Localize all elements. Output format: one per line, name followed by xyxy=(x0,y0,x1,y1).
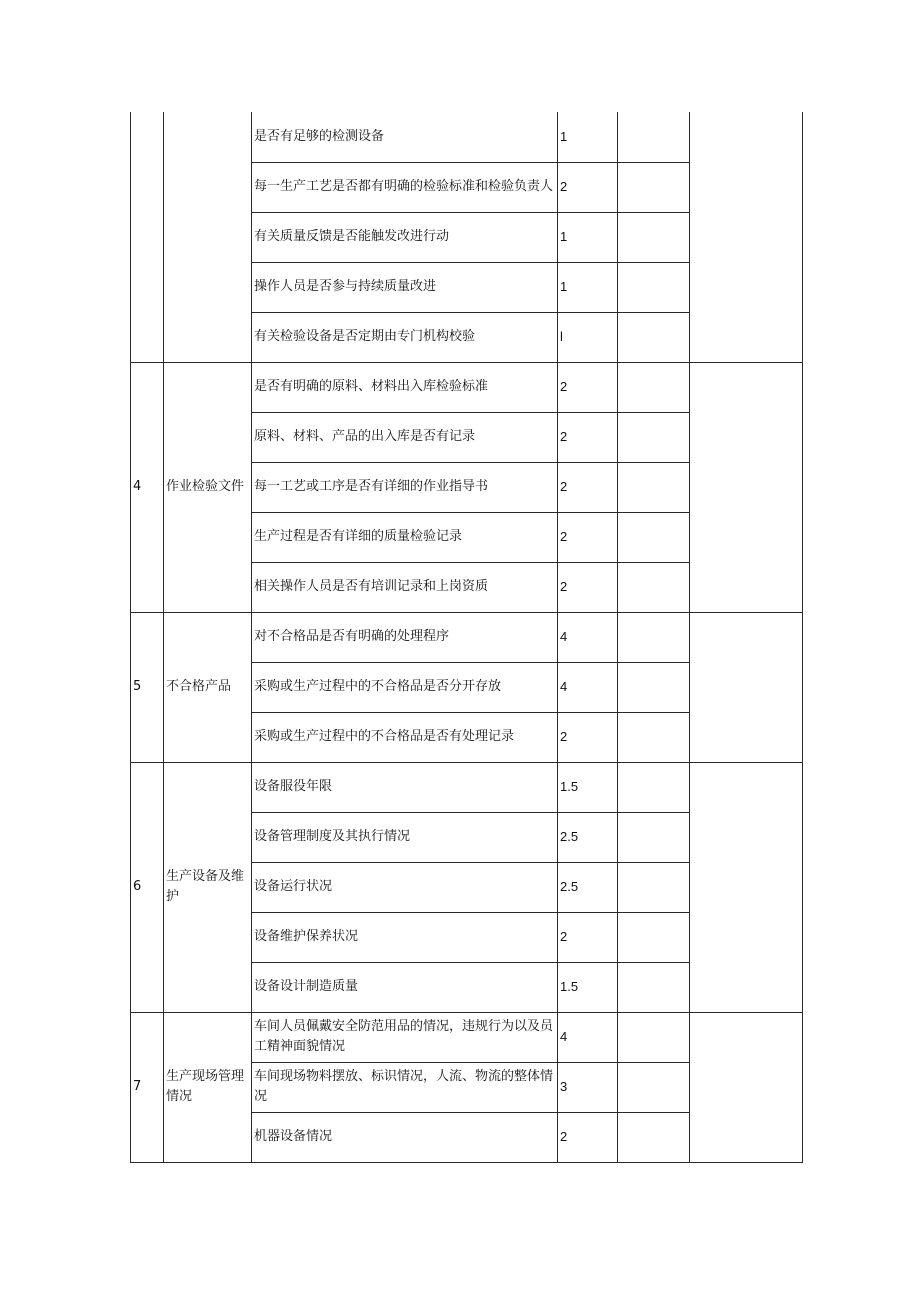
table-row xyxy=(131,612,803,662)
result-cell[interactable] xyxy=(618,262,690,312)
section-number xyxy=(131,112,164,362)
result-cell[interactable] xyxy=(618,912,690,962)
result-cell[interactable] xyxy=(618,212,690,262)
result-cell[interactable] xyxy=(618,612,690,662)
score-cell: 2 xyxy=(558,1112,618,1162)
result-cell[interactable] xyxy=(618,112,690,162)
score-cell: 2 xyxy=(558,362,618,412)
score-cell: l xyxy=(558,312,618,362)
section-number: 4 xyxy=(131,362,164,612)
table-row xyxy=(131,362,803,412)
remark-cell[interactable] xyxy=(690,362,803,612)
score-cell: 2 xyxy=(558,462,618,512)
remark-cell[interactable] xyxy=(690,1012,803,1162)
section-number: 5 xyxy=(131,612,164,762)
result-cell[interactable] xyxy=(618,712,690,762)
score-cell: 4 xyxy=(558,612,618,662)
section-category: 生产现场管理情况 xyxy=(164,1012,252,1162)
score-cell: 2.5 xyxy=(558,812,618,862)
check-item: 车间人员佩戴安全防范用品的情况，违规行为以及员工精神面貌情况 xyxy=(252,1012,558,1062)
score-cell: 1.5 xyxy=(558,762,618,812)
section-category: 作业检验文件 xyxy=(164,362,252,612)
table-row xyxy=(131,1012,803,1062)
check-item: 是否有明确的原料、材料出入库检验标准 xyxy=(252,362,558,412)
score-cell: 2.5 xyxy=(558,862,618,912)
score-cell: 4 xyxy=(558,662,618,712)
check-item: 相关操作人员是否有培训记录和上岗资质 xyxy=(252,562,558,612)
check-item: 设备运行状况 xyxy=(252,862,558,912)
result-cell[interactable] xyxy=(618,512,690,562)
check-item: 对不合格品是否有明确的处理程序 xyxy=(252,612,558,662)
section-number: 6 xyxy=(131,762,164,1012)
result-cell[interactable] xyxy=(618,1012,690,1062)
result-cell[interactable] xyxy=(618,812,690,862)
check-item: 设备维护保养状况 xyxy=(252,912,558,962)
score-cell: 2 xyxy=(558,412,618,462)
result-cell[interactable] xyxy=(618,1062,690,1112)
result-cell[interactable] xyxy=(618,562,690,612)
remark-cell[interactable] xyxy=(690,762,803,1012)
result-cell[interactable] xyxy=(618,462,690,512)
section-category: 生产设备及维护 xyxy=(164,762,252,1012)
check-item: 机器设备情况 xyxy=(252,1112,558,1162)
check-item: 设备管理制度及其执行情况 xyxy=(252,812,558,862)
result-cell[interactable] xyxy=(618,1112,690,1162)
section-category: 不合格产品 xyxy=(164,612,252,762)
result-cell[interactable] xyxy=(618,362,690,412)
score-cell: 2 xyxy=(558,912,618,962)
score-cell: 1 xyxy=(558,112,618,162)
check-item: 每一生产工艺是否都有明确的检验标准和检验负责人 xyxy=(252,162,558,212)
remark-cell[interactable] xyxy=(690,112,803,362)
check-item: 有关检验设备是否定期由专门机构校验 xyxy=(252,312,558,362)
check-item: 是否有足够的检测设备 xyxy=(252,112,558,162)
result-cell[interactable] xyxy=(618,662,690,712)
section-category xyxy=(164,112,252,362)
quality-audit-table xyxy=(130,112,803,1163)
check-item: 采购或生产过程中的不合格品是否有处理记录 xyxy=(252,712,558,762)
score-cell: 2 xyxy=(558,162,618,212)
table-row xyxy=(131,762,803,812)
check-item: 生产过程是否有详细的质量检验记录 xyxy=(252,512,558,562)
score-cell: 2 xyxy=(558,712,618,762)
result-cell[interactable] xyxy=(618,962,690,1012)
score-cell: 1 xyxy=(558,262,618,312)
score-cell: 2 xyxy=(558,512,618,562)
check-item: 设备设计制造质量 xyxy=(252,962,558,1012)
check-item: 操作人员是否参与持续质量改进 xyxy=(252,262,558,312)
check-item: 每一工艺或工序是否有详细的作业指导书 xyxy=(252,462,558,512)
result-cell[interactable] xyxy=(618,862,690,912)
result-cell[interactable] xyxy=(618,762,690,812)
section-number: 7 xyxy=(131,1012,164,1162)
score-cell: 1.5 xyxy=(558,962,618,1012)
score-cell: 1 xyxy=(558,212,618,262)
result-cell[interactable] xyxy=(618,162,690,212)
check-item: 有关质量反馈是否能触发改进行动 xyxy=(252,212,558,262)
table-row xyxy=(131,112,803,162)
result-cell[interactable] xyxy=(618,412,690,462)
score-cell: 4 xyxy=(558,1012,618,1062)
check-item: 采购或生产过程中的不合格品是否分开存放 xyxy=(252,662,558,712)
score-cell: 3 xyxy=(558,1062,618,1112)
check-item: 车间现场物料摆放、标识情况，人流、物流的整体情况 xyxy=(252,1062,558,1112)
score-cell: 2 xyxy=(558,562,618,612)
remark-cell[interactable] xyxy=(690,612,803,762)
check-item: 设备服役年限 xyxy=(252,762,558,812)
check-item: 原料、材料、产品的出入库是否有记录 xyxy=(252,412,558,462)
result-cell[interactable] xyxy=(618,312,690,362)
